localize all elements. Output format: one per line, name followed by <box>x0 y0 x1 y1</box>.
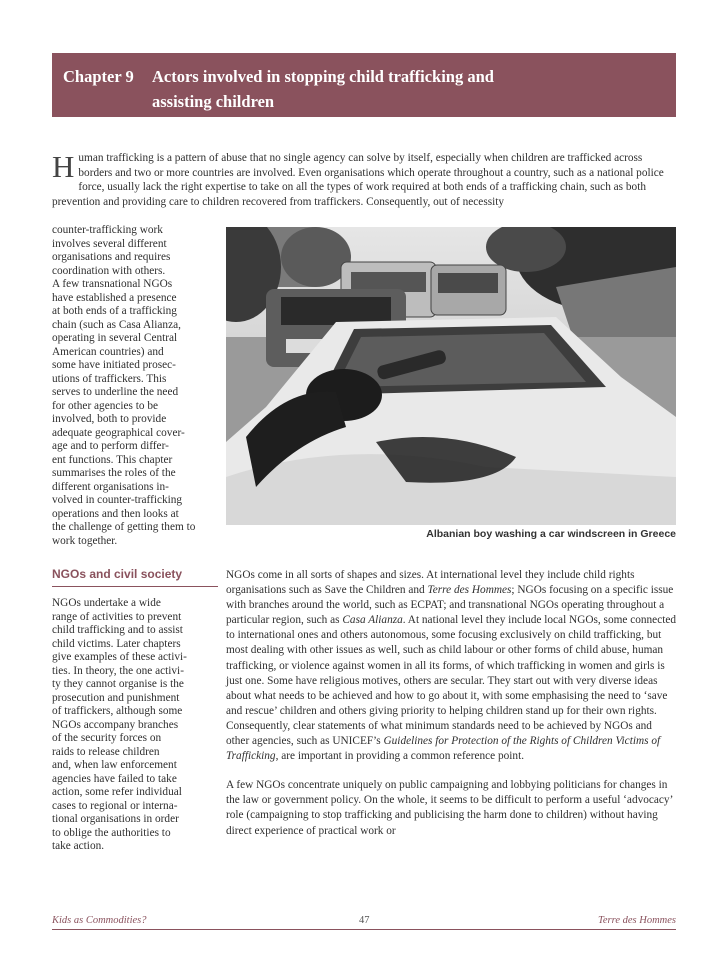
text-run: . At national level they include local NGOs, some connected to international ones and others autonomous, some focusing exclusively on child trafficking, but most dealing with other issues as well, such as child labour or other forms of child abuse, human trafficking, or violence against women in all its forms, of which trafficking in women and girls is just one. Some have religious motives, others are secular. They start out with very diverse ideas about what needs to be achieved and how to go about it, with some emphasising the need to ‘save and rescue’ children and others giving priority to helping children stand up for their own rights. Consequently, clear statements of what minimum standards need to be achieved by NGOs and other agencies, such as UNICEF’s <box>226 614 677 748</box>
side-line: chain (such as Casa Alianza, <box>52 318 181 331</box>
main-column <box>226 568 676 853</box>
org-name-italic: Terre des Hommes <box>427 584 512 597</box>
side-line: different organisations in- <box>52 480 169 493</box>
side-line: involves several different <box>52 237 167 250</box>
side-line: American countries) and <box>52 345 164 358</box>
side-line: tional organisations in order <box>52 813 179 825</box>
chapter-number: Chapter 9 <box>63 67 134 86</box>
side-line: have established a presence <box>52 291 177 304</box>
body-paragraph: A few NGOs concentrate uniquely on public campaigning and lobbying politicians for changes in the law or government policy. On the whole, it seems to be difficult to perform a useful ‘advocacy’ role (campaigning to stop trafficking and publicising the harm done to children) without having direct experience of practical work or <box>226 779 673 837</box>
side-line: NGOs undertake a wide <box>52 597 161 609</box>
side-line: of the security forces on <box>52 732 162 744</box>
text-run: NGOs come in all sorts of shapes and sizes. At international level they include child rights organisations such as Save the Children and <box>226 569 635 597</box>
side-line: cases to regional or interna- <box>52 799 178 812</box>
side-line: age and to perform differ- <box>52 440 169 452</box>
text-run: , are important in providing a common reference point. <box>275 750 525 763</box>
photo-caption: Albanian boy washing a car windscreen in Greece <box>426 528 676 540</box>
side-line: serves to underline the need <box>52 386 179 398</box>
footer-rule <box>52 929 676 930</box>
chapter-title-line-1: Actors involved in stopping child trafficking and <box>152 67 494 86</box>
text-run: ; NGOs focusing on a specific issue with branches around the world, such as ECPAT; and transnational NGOs operating throughout a particular region, such as <box>226 584 674 627</box>
chapter-title-line-2: assisting children <box>152 92 275 111</box>
side-line: some have initiated prosec- <box>52 359 176 371</box>
footer-publisher: Terre des Hommes <box>598 915 676 926</box>
chapter-banner <box>52 53 676 117</box>
side-line: involved, both to provide <box>52 413 167 425</box>
body-paragraph <box>226 568 676 764</box>
intro-text: uman trafficking is a pattern of abuse that no single agency can solve by itself, especially when children are trafficked across borders and two or more countries are involved. Even organisations which operate throughout a country, such as a national police force, usually lack the right expertise to take on all the types of work required at both ends of a trafficking chain, such as both prevention and providing care to children recovered from traffickers. Consequently, out of necessity <box>52 152 664 208</box>
drop-cap: H <box>52 149 75 184</box>
side-line: operating in several Central <box>52 332 178 344</box>
side-column-intro <box>52 224 218 548</box>
side-line: A few transnational NGOs <box>52 278 173 290</box>
side-line: range of activities to prevent <box>52 610 182 623</box>
side-line: for other agencies to be <box>52 399 159 412</box>
intro-paragraph <box>52 151 676 209</box>
side-line: ty they cannot organise is the <box>52 678 184 690</box>
side-line: raids to release children <box>52 745 160 758</box>
photo-illustration <box>226 227 676 525</box>
side-line: ties. In theory, the one activi- <box>52 664 184 677</box>
side-line: NGOs accompany branches <box>52 718 179 731</box>
side-line: at both ends of a trafficking <box>52 305 177 317</box>
side-line: action, some refer individual <box>52 786 182 798</box>
side-line: of traffickers, although some <box>52 705 183 717</box>
side-line: the challenge of getting them to <box>52 521 196 533</box>
org-name-italic: Casa Alianza <box>342 614 403 627</box>
side-line: coordination with others. <box>52 264 166 277</box>
side-line: volved in counter-trafficking <box>52 494 183 506</box>
side-line: take action. <box>52 840 105 852</box>
side-line: prosecution and punishment <box>52 691 180 704</box>
street-photo <box>226 227 676 525</box>
side-line: utions of traffickers. This <box>52 372 167 385</box>
side-line: and, when law enforcement <box>52 759 177 771</box>
side-line: agencies have failed to take <box>52 772 177 785</box>
section-heading: NGOs and civil society <box>52 567 218 587</box>
side-line: organisations and requires <box>52 251 171 263</box>
side-column-ngos <box>52 597 218 854</box>
side-line: counter-trafficking work <box>52 224 163 236</box>
side-line: work together. <box>52 534 118 547</box>
side-line: ent functions. This chapter <box>52 453 173 466</box>
side-line: to oblige the authorities to <box>52 826 171 839</box>
side-line: child trafficking and to assist <box>52 624 183 636</box>
side-line: child victims. Later chapters <box>52 637 181 650</box>
document-title-italic: Guidelines for Protection of the Rights of Children Victims of Trafficking <box>226 735 661 763</box>
side-line: summarises the roles of the <box>52 467 176 479</box>
side-line: give examples of these activi- <box>52 651 187 663</box>
page-number: 47 <box>359 915 370 926</box>
side-line: operations and then looks at <box>52 507 179 520</box>
side-line: adequate geographical cover- <box>52 426 185 439</box>
footer-title: Kids as Commodities? <box>52 915 147 926</box>
